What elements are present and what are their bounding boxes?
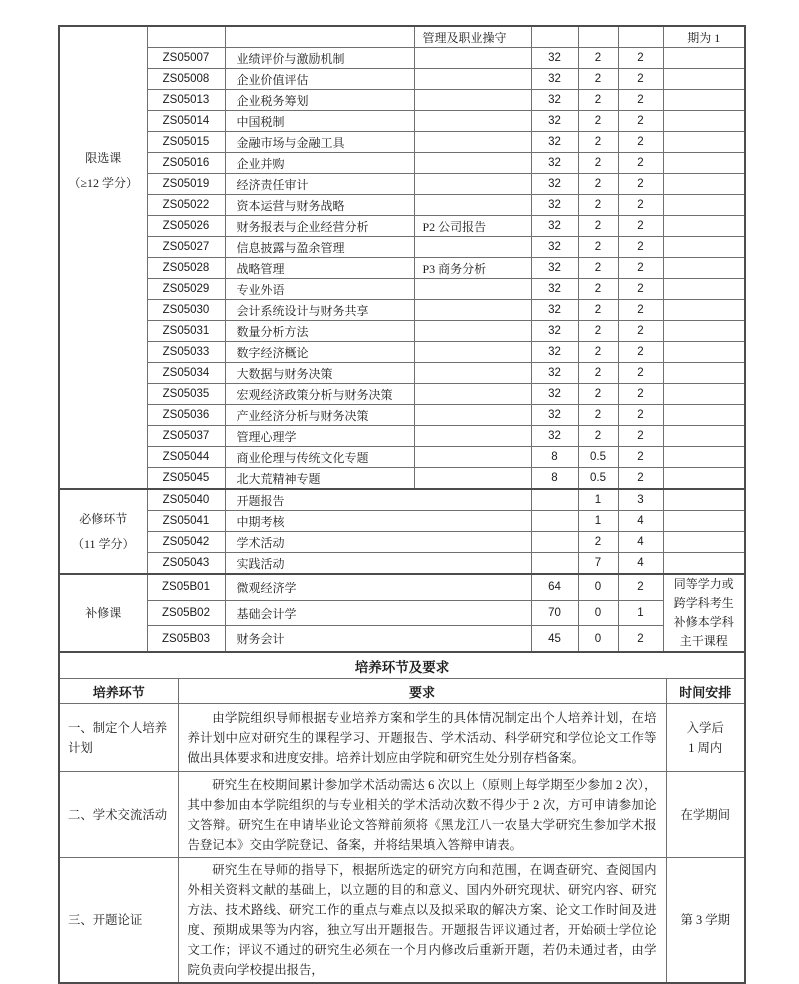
- hours-cell: 8: [531, 447, 578, 468]
- requirements-table-body: [59, 704, 745, 984]
- course-code-cell: ZS05034: [147, 363, 225, 384]
- course-name-cell: [225, 26, 414, 48]
- remark-cell: [663, 447, 745, 468]
- course-row: [59, 532, 745, 553]
- course-name-cell: 信息披露与盈余管理: [225, 237, 414, 258]
- credits-cell: 2: [578, 258, 618, 279]
- stage-cell: 一、制定个人培养计划: [59, 704, 178, 772]
- course-note-cell: [414, 321, 531, 342]
- hours-cell: 32: [531, 258, 578, 279]
- term-cell: 2: [618, 111, 663, 132]
- course-code-cell: ZS05015: [147, 132, 225, 153]
- course-code-cell: ZS05008: [147, 69, 225, 90]
- course-row: [59, 489, 745, 511]
- course-code-cell: ZS05016: [147, 153, 225, 174]
- course-code-cell: ZS05031: [147, 321, 225, 342]
- remark-cell: [663, 195, 745, 216]
- requirement-text: 研究生在导师的指导下，根据所选定的研究方向和范围，在调查研究、查阅国内外相关资料文献的基础上，以立题的目的和意义、国内外研究现状、研究内容、研究方法、技术路线、研究工作的重点与难点以及拟采取的解决方案、论文工作时间及进度、预期成果等为内容，独立写出开题报告。开题报告评议通过者，开始硕士学位论文工作；评议不通过的研究生必须在一个月内修改后重新开题，若仍未通过者，由学院负责向学校提出报告，: [187, 863, 657, 977]
- time-cell: [666, 858, 745, 984]
- course-code-cell: ZS05041: [147, 511, 225, 532]
- hours-cell: 32: [531, 426, 578, 447]
- term-cell: 2: [618, 300, 663, 321]
- hours-cell: [531, 532, 578, 553]
- course-row: [59, 553, 745, 575]
- course-name-cell: 基础会计学: [225, 600, 531, 626]
- course-note-cell: [414, 405, 531, 426]
- credits-cell: 0: [578, 626, 618, 652]
- course-row: [59, 174, 745, 195]
- course-code-cell: [147, 26, 225, 48]
- credits-cell: 2: [578, 174, 618, 195]
- hours-cell: [531, 489, 578, 511]
- term-cell: 2: [618, 216, 663, 237]
- header-time: 时间安排: [666, 679, 745, 704]
- remark-cell: [663, 69, 745, 90]
- course-name-cell: 开题报告: [225, 489, 531, 511]
- time-cell: [666, 704, 745, 772]
- hours-cell: 32: [531, 279, 578, 300]
- credits-cell: 2: [578, 48, 618, 69]
- remark-cell: [663, 405, 745, 426]
- course-code-cell: ZS05019: [147, 174, 225, 195]
- credits-cell: 0.5: [578, 447, 618, 468]
- category-label-line: 补修课: [85, 606, 122, 620]
- course-note-cell: P3 商务分析: [414, 258, 531, 279]
- time-line: 1 周内: [688, 740, 723, 755]
- credits-cell: 2: [578, 279, 618, 300]
- course-note-cell: [414, 48, 531, 69]
- course-row: [59, 258, 745, 279]
- requirements-table: [58, 651, 746, 984]
- course-code-cell: ZS05014: [147, 111, 225, 132]
- hours-cell: 32: [531, 237, 578, 258]
- course-note-cell: [414, 300, 531, 321]
- course-name-cell: 金融市场与金融工具: [225, 132, 414, 153]
- term-cell: 2: [618, 48, 663, 69]
- category-label-line: （11 学分）: [71, 537, 135, 551]
- course-row: [59, 216, 745, 237]
- remark-cell: 期为 1: [663, 26, 745, 48]
- course-row: [59, 447, 745, 468]
- course-row: [59, 626, 745, 652]
- credits-cell: 2: [578, 69, 618, 90]
- course-name-cell: 会计系统设计与财务共享: [225, 300, 414, 321]
- course-name-cell: 管理心理学: [225, 426, 414, 447]
- credits-cell: 2: [578, 321, 618, 342]
- hours-cell: 32: [531, 405, 578, 426]
- hours-cell: 32: [531, 300, 578, 321]
- credits-cell: 0: [578, 574, 618, 600]
- course-note-cell: P2 公司报告: [414, 216, 531, 237]
- category-label-line: 必修环节: [79, 512, 128, 526]
- course-code-cell: ZS05027: [147, 237, 225, 258]
- course-code-cell: ZS05022: [147, 195, 225, 216]
- course-name-cell: 学术活动: [225, 532, 531, 553]
- course-note-cell: [414, 363, 531, 384]
- term-cell: 2: [618, 90, 663, 111]
- remark-cell: [663, 237, 745, 258]
- hours-cell: 64: [531, 574, 578, 600]
- hours-cell: 32: [531, 342, 578, 363]
- course-code-cell: ZS05040: [147, 489, 225, 511]
- course-name-cell: 商业伦理与传统文化专题: [225, 447, 414, 468]
- course-name-cell: 业绩评价与激励机制: [225, 48, 414, 69]
- remark-cell: [663, 532, 745, 553]
- course-row: [59, 237, 745, 258]
- credits-cell: 2: [578, 532, 618, 553]
- course-code-cell: ZS05037: [147, 426, 225, 447]
- time-line: 在学期间: [680, 807, 731, 822]
- requirement-row: [59, 704, 745, 772]
- course-code-cell: ZS05028: [147, 258, 225, 279]
- hours-cell: 32: [531, 363, 578, 384]
- credits-cell: 2: [578, 342, 618, 363]
- time-line: 第 3 学期: [680, 913, 731, 927]
- hours-cell: 32: [531, 153, 578, 174]
- course-note-cell: [414, 447, 531, 468]
- remark-cell: [663, 489, 745, 511]
- requirement-text: 由学院组织导师根据专业培养方案和学生的具体情况制定出个人培养计划，在培养计划中应对研究生的课程学习、开题报告、学术活动、科学研究和学位论文工作等做出具体要求和进度安排。培养计划应由学院和研究生处分别存档备案。: [187, 710, 657, 765]
- course-name-cell: 产业经济分析与财务决策: [225, 405, 414, 426]
- course-name-cell: 财务报表与企业经营分析: [225, 216, 414, 237]
- remark-cell: [663, 426, 745, 447]
- course-name-cell: 实践活动: [225, 553, 531, 575]
- term-cell: 4: [618, 511, 663, 532]
- course-row: [59, 426, 745, 447]
- requirement-cell: [178, 858, 666, 984]
- course-row: [59, 511, 745, 532]
- category-label-line: （≥12 学分）: [68, 176, 139, 190]
- hours-cell: [531, 511, 578, 532]
- hours-cell: [531, 26, 578, 48]
- header-stage: 培养环节: [59, 679, 178, 704]
- header-requirement: 要求: [178, 679, 666, 704]
- course-row: [59, 574, 745, 600]
- hours-cell: 32: [531, 384, 578, 405]
- course-code-cell: ZS05033: [147, 342, 225, 363]
- course-row: [59, 279, 745, 300]
- course-row: [59, 111, 745, 132]
- credits-cell: 2: [578, 300, 618, 321]
- remark-cell: [663, 321, 745, 342]
- category-cell: [59, 574, 147, 652]
- course-table-body: [59, 26, 745, 652]
- course-row: [59, 468, 745, 490]
- course-name-cell: 经济责任审计: [225, 174, 414, 195]
- term-cell: 2: [618, 153, 663, 174]
- course-name-cell: 财务会计: [225, 626, 531, 652]
- remark-cell: [663, 111, 745, 132]
- remark-cell: [663, 174, 745, 195]
- course-code-cell: ZS05029: [147, 279, 225, 300]
- term-cell: 2: [618, 384, 663, 405]
- course-note-cell: [414, 279, 531, 300]
- term-cell: 2: [618, 447, 663, 468]
- remark-cell: [663, 363, 745, 384]
- term-cell: 3: [618, 489, 663, 511]
- course-note-cell: [414, 468, 531, 490]
- term-cell: 2: [618, 69, 663, 90]
- remark-line: 补修本学科: [673, 615, 734, 629]
- remark-cell: [663, 279, 745, 300]
- course-code-cell: ZS05030: [147, 300, 225, 321]
- hours-cell: 45: [531, 626, 578, 652]
- course-code-cell: ZS05044: [147, 447, 225, 468]
- course-table: [58, 25, 746, 653]
- course-code-cell: ZS05045: [147, 468, 225, 490]
- term-cell: 4: [618, 532, 663, 553]
- course-row: [59, 132, 745, 153]
- course-row: [59, 342, 745, 363]
- hours-cell: 32: [531, 216, 578, 237]
- course-note-cell: [414, 153, 531, 174]
- course-name-cell: 数字经济概论: [225, 342, 414, 363]
- course-name-cell: 数量分析方法: [225, 321, 414, 342]
- remark-line: 跨学科考生: [673, 596, 734, 610]
- category-cell: [59, 26, 147, 489]
- credits-cell: 0: [578, 600, 618, 626]
- course-name-cell: 企业并购: [225, 153, 414, 174]
- course-name-cell: 专业外语: [225, 279, 414, 300]
- course-note-cell: [414, 384, 531, 405]
- term-cell: 2: [618, 626, 663, 652]
- remark-cell: [663, 300, 745, 321]
- term-cell: 4: [618, 553, 663, 575]
- credits-cell: 2: [578, 153, 618, 174]
- requirement-row: [59, 858, 745, 984]
- course-name-cell: 微观经济学: [225, 574, 531, 600]
- credits-cell: 0.5: [578, 468, 618, 490]
- credits-cell: 7: [578, 553, 618, 575]
- course-code-cell: ZS05026: [147, 216, 225, 237]
- course-row: [59, 69, 745, 90]
- time-line: 入学后: [686, 720, 724, 735]
- term-cell: 2: [618, 279, 663, 300]
- credits-cell: 2: [578, 237, 618, 258]
- course-name-cell: 企业价值评估: [225, 69, 414, 90]
- course-code-cell: ZS05B01: [147, 574, 225, 600]
- course-note-cell: [414, 90, 531, 111]
- term-cell: 2: [618, 468, 663, 490]
- hours-cell: 32: [531, 195, 578, 216]
- remark-line: 主干课程: [679, 634, 728, 648]
- category-cell: [59, 489, 147, 574]
- credits-cell: 2: [578, 384, 618, 405]
- course-note-cell: [414, 195, 531, 216]
- term-cell: [618, 26, 663, 48]
- term-cell: 2: [618, 237, 663, 258]
- course-row: [59, 48, 745, 69]
- course-note-cell: [414, 69, 531, 90]
- course-name-cell: 战略管理: [225, 258, 414, 279]
- course-note-cell: [414, 237, 531, 258]
- course-row: [59, 321, 745, 342]
- term-cell: 2: [618, 195, 663, 216]
- course-name-cell: 企业税务筹划: [225, 90, 414, 111]
- course-code-cell: ZS05036: [147, 405, 225, 426]
- hours-cell: 32: [531, 69, 578, 90]
- hours-cell: 32: [531, 132, 578, 153]
- remark-cell: [663, 216, 745, 237]
- term-cell: 2: [618, 405, 663, 426]
- course-note-cell: [414, 111, 531, 132]
- course-row: [59, 405, 745, 426]
- continuation-row: [59, 26, 745, 48]
- term-cell: 2: [618, 132, 663, 153]
- stage-cell: 三、开题论证: [59, 858, 178, 984]
- hours-cell: 8: [531, 468, 578, 490]
- remark-line: 同等学力或: [673, 577, 734, 591]
- course-code-cell: ZS05043: [147, 553, 225, 575]
- hours-cell: [531, 553, 578, 575]
- term-cell: 2: [618, 574, 663, 600]
- course-code-cell: ZS05007: [147, 48, 225, 69]
- course-row: [59, 363, 745, 384]
- term-cell: 1: [618, 600, 663, 626]
- course-note-cell: [414, 132, 531, 153]
- term-cell: 2: [618, 174, 663, 195]
- course-code-cell: ZS05B03: [147, 626, 225, 652]
- section-band-title: 培养环节及要求: [59, 652, 745, 679]
- credits-cell: 1: [578, 511, 618, 532]
- credits-cell: 2: [578, 363, 618, 384]
- course-name-cell: 北大荒精神专题: [225, 468, 414, 490]
- course-code-cell: ZS05042: [147, 532, 225, 553]
- credits-cell: 2: [578, 132, 618, 153]
- course-note-cell: [414, 426, 531, 447]
- category-label-line: 限选课: [85, 151, 122, 165]
- hours-cell: 32: [531, 48, 578, 69]
- remark-cell: [663, 553, 745, 575]
- term-cell: 2: [618, 426, 663, 447]
- requirement-text: 研究生在校期间累计参加学术活动需达 6 次以上（原则上每学期至少参加 2 次），其中参加由本学院组织的与专业相关的学术活动次数不得少于 2 次，方可申请参加论文答辩。研究生在申请毕业论文答辩前须将《黑龙江八一农垦大学研究生参加学术报告登记本》交由学院登记、备案，并将结果填入答辩申请表。: [187, 777, 657, 852]
- course-row: [59, 600, 745, 626]
- remark-cell: [663, 90, 745, 111]
- credits-cell: 2: [578, 195, 618, 216]
- course-name-cell: 中期考核: [225, 511, 531, 532]
- remark-cell: [663, 511, 745, 532]
- requirements-header-row: [59, 679, 745, 704]
- requirement-cell: [178, 704, 666, 772]
- course-row: [59, 300, 745, 321]
- course-name-cell: 宏观经济政策分析与财务决策: [225, 384, 414, 405]
- credits-cell: 2: [578, 405, 618, 426]
- hours-cell: 70: [531, 600, 578, 626]
- course-code-cell: ZS05B02: [147, 600, 225, 626]
- remark-cell: [663, 48, 745, 69]
- credits-cell: 2: [578, 216, 618, 237]
- remark-cell: [663, 153, 745, 174]
- course-name-cell: 大数据与财务决策: [225, 363, 414, 384]
- term-cell: 2: [618, 363, 663, 384]
- credits-cell: 1: [578, 489, 618, 511]
- course-row: [59, 153, 745, 174]
- course-row: [59, 90, 745, 111]
- remark-cell: [663, 342, 745, 363]
- term-cell: 2: [618, 342, 663, 363]
- remark-cell: [663, 574, 745, 652]
- section-band-row: [59, 652, 745, 679]
- hours-cell: 32: [531, 111, 578, 132]
- remark-cell: [663, 468, 745, 490]
- course-row: [59, 384, 745, 405]
- course-name-cell: 资本运营与财务战略: [225, 195, 414, 216]
- hours-cell: 32: [531, 90, 578, 111]
- course-code-cell: ZS05035: [147, 384, 225, 405]
- credits-cell: 2: [578, 426, 618, 447]
- requirement-cell: [178, 772, 666, 858]
- remark-cell: [663, 384, 745, 405]
- credits-cell: 2: [578, 111, 618, 132]
- course-note-cell: 管理及职业操守: [414, 26, 531, 48]
- course-name-cell: 中国税制: [225, 111, 414, 132]
- remark-cell: [663, 132, 745, 153]
- requirement-row: [59, 772, 745, 858]
- time-cell: [666, 772, 745, 858]
- remark-cell: [663, 258, 745, 279]
- course-note-cell: [414, 342, 531, 363]
- term-cell: 2: [618, 258, 663, 279]
- credits-cell: 2: [578, 90, 618, 111]
- hours-cell: 32: [531, 174, 578, 195]
- course-row: [59, 195, 745, 216]
- stage-cell: 二、学术交流活动: [59, 772, 178, 858]
- hours-cell: 32: [531, 321, 578, 342]
- term-cell: 2: [618, 321, 663, 342]
- course-note-cell: [414, 174, 531, 195]
- course-code-cell: ZS05013: [147, 90, 225, 111]
- credits-cell: [578, 26, 618, 48]
